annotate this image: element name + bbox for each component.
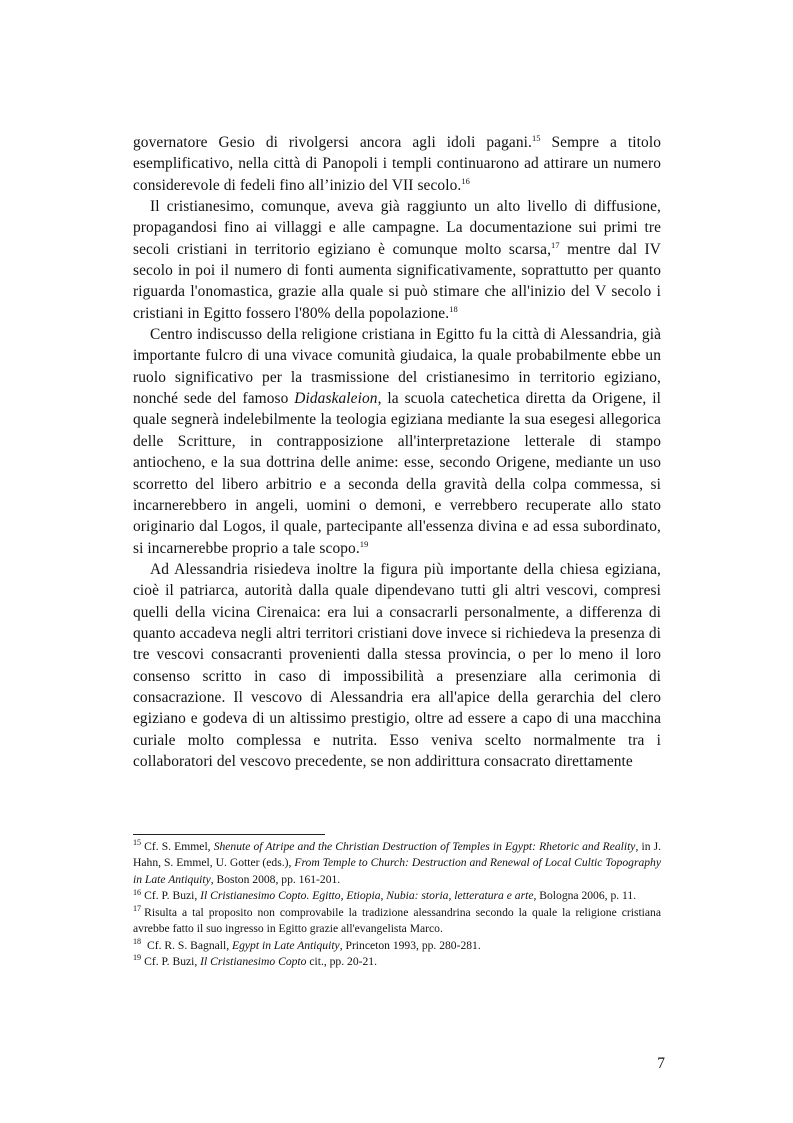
body-text [133,132,661,772]
footnote [133,905,661,938]
text-run: , in J. Hahn, S. Emmel, U. Gotter (eds.), [133,840,662,870]
footnote-reference: 18 [449,303,458,314]
text-run: Il cristianesimo, comunque, aveva già raggiunto un alto livello di diffusione, propagandosi fino ai villaggi e alle campagne. La documentazione sui primi tre secoli cristiani in territorio egiziano è comunque molto scarsa, [133,198,661,258]
body-paragraph [133,132,661,196]
italic-text: Egypt in Late Antiquity [232,938,340,952]
footnote-number: 15 [133,838,142,848]
footnote [133,888,661,904]
footnote [133,839,661,888]
text-run: , Bologna 2006, p. 11. [533,889,637,903]
text-run: , Boston 2008, pp. 161-201. [210,872,341,886]
body-paragraph [133,559,661,772]
text-run: Cf. S. Emmel, [144,840,214,853]
text-run: Centro indiscusso della religione cristiana in Egitto fu la città di Alessandria, già importante fulcro di una vivace comunità giudaica, la quale probabilmente ebbe un ruolo significativo per la trasmissione del cristianesimo in territorio egiziano, nonché sede del famoso [133,326,661,408]
text-run: , Princeton 1993, pp. 280-281. [339,938,481,952]
footnote-number: 18 [133,936,142,946]
italic-text: Didaskaleion [294,390,378,408]
text-run: Sempre a titolo esemplificativo, nella città di Panopoli i templi continuarono ad attirare un numero considerevole di fedeli fino all’inizio del VII secolo. [133,134,661,194]
body-paragraph [133,196,661,324]
body-paragraph [133,324,661,559]
footnotes [133,839,661,971]
text-run: Cf. P. Buzi, [144,889,201,903]
text-run: Cf. P. Buzi, [144,955,201,969]
text-run: governatore Gesio di rivolgersi ancora agli idoli pagani. [133,134,532,151]
footnote-reference: 15 [531,132,541,143]
italic-text: Il Cristianesimo Copto. Egitto, Etiopia, Nubia: storia, letteratura e arte [200,889,534,903]
footnote-separator [133,834,325,835]
footnote [133,954,661,970]
italic-text: From Temple to Church: Destruction and Renewal of Local Cultic Topography in Late Antiquity [133,856,661,886]
footnote-reference: 19 [359,538,369,549]
text-run: Cf. R. S. Bagnall, [144,938,233,952]
footnote-number: 16 [133,887,142,897]
italic-text: Il Cristianesimo Copto [200,955,307,969]
text-run: cit., pp. 20-21. [306,955,377,969]
text-run: , la scuola catechetica diretta da Origene, il quale segnerà indelebilmente la teologia egiziana mediante la sua esegesi allegorica delle Scritture, in contrapposizione all'interpretazione letterale di stampo antiocheno, e la sua dottrina delle anime: esse, secondo Origene, mediante un uso scorretto del libero arbitrio e a seconda della gravità della colpa commessa, si incarnerebbero in angeli, uomini o demoni, e verrebbero recuperate allo stato originario dal Logos, il quale, partecipante all'essenza divina e ad essa subordinato, si incarnerebbe proprio a tale scopo. [133,390,662,557]
footnote-number: 17 [133,903,142,913]
footnote-number: 19 [133,953,142,963]
text-run: Ad Alessandria risiedeva inoltre la figura più importante della chiesa egiziana, cioè il patriarca, autorità dalla quale dipendevano tutti gli altri vescovi, compresi quelli della vicina Cirenaica: era lui a consacrarli personalmente, a differenza di quanto accadeva negli altri territori cristiani dove invece si richiedeva la presenza di tre vescovi consacranti provenienti dalla stessa provincia, o per lo meno il loro consenso scritto in caso di impossibilità a presenziare alla cerimonia di consacrazione. Il vescovo di Alessandria era all'apice della gerarchia del clero egiziano e godeva di un altissimo prestigio, oltre ad essere a capo di una macchina curiale molto complessa e nutrita. Esso veniva scelto normalmente tra i collaboratori del vescovo precedente, se non addirittura consacrato direttamente [133,560,661,770]
footnote-reference: 16 [461,175,470,186]
footnote-reference: 17 [551,239,560,250]
text-run: mentre dal IV secolo in poi il numero di fonti aumenta significativamente, soprattutto per quanto riguarda l'onomastica, grazie alla quale si può stimare che all'inizio del V secolo i cristiani in Egitto fossero l'80% della popolazione. [133,240,662,322]
text-run: Risulta a tal proposito non comprovabile la tradizione alessandrina secondo la quale la religione cristiana avrebbe fatto il suo ingresso in Egitto grazie all'evangelista Marco. [133,905,661,936]
footnote [133,938,661,954]
italic-text: Shenute of Atripe and the Christian Destruction of Temples in Egypt: Rhetoric and Reality [213,840,636,853]
page-number: 7 [657,1055,665,1072]
